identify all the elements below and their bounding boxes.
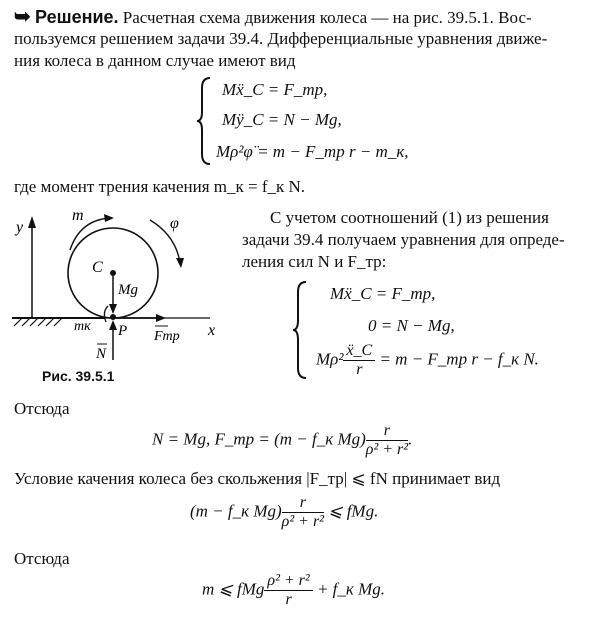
para2-line2: задачи 39.4 получаем уравнения для опреде- bbox=[242, 230, 565, 249]
system2-eq2: 0 = N − Mg, bbox=[368, 316, 455, 335]
figure-39-5-1 bbox=[10, 200, 235, 390]
condition-line: Условие качения колеса без скольжения |F_тр| ⩽ fN принимает вид bbox=[14, 469, 501, 488]
inequality-2: m ⩽ fMg $\frac{\text{ρ² + r²}}{r}$ + f_к Mg. bbox=[202, 572, 386, 608]
solution-heading: Решение. bbox=[35, 7, 119, 27]
y-label: y bbox=[16, 219, 24, 236]
system2-eq1: Mẍ_C = F_тр, bbox=[330, 284, 436, 303]
brace-system1 bbox=[196, 76, 212, 166]
Ftr-label: Fтр bbox=[154, 329, 180, 344]
inequality-1: (m − f_к Mg) $\frac{r}{\text{ρ² + r²}}$ ⩽ fMg. bbox=[190, 494, 379, 530]
brace-system2 bbox=[292, 280, 308, 380]
contact-P bbox=[110, 314, 116, 320]
friction-moment-line: где момент трения качения m_к = f_к N. bbox=[14, 177, 306, 196]
system1-eq3: Mρ²φ̈ = m − F_тр r − m_к, bbox=[216, 142, 409, 161]
C-label: C bbox=[92, 259, 103, 276]
system2-eq3: Mρ² $\frac{\text{ẍ\_C}}{r}$ = m − F_тр r − f_к N. bbox=[316, 342, 539, 378]
otsyuda-2: Отсюда bbox=[14, 549, 70, 568]
x-label: x bbox=[208, 322, 216, 339]
otsyuda-1: Отсюда bbox=[14, 399, 70, 418]
solution-line-1 bbox=[14, 6, 532, 29]
mk-label: mк bbox=[74, 319, 91, 334]
P-label: P bbox=[118, 323, 128, 339]
result-1: N = Mg, F_тр = (m − f_к Mg) $\frac{r}{\text{ρ² + r²}}$ . bbox=[152, 422, 413, 458]
para2-line1: С учетом соотношений (1) из решения bbox=[270, 208, 549, 227]
para2-line3: ления сил N и F_тр: bbox=[242, 252, 387, 271]
arrow-icon: ➥ bbox=[14, 6, 31, 28]
system1-eq2: Mÿ_C = N − Mg, bbox=[222, 110, 342, 129]
para1-line1: Расчетная схема движения колеса — на рис. 39.5.1. Вос- bbox=[122, 8, 532, 27]
para1-line2: пользуемся решением задачи 39.4. Дифференциальные уравнения движе- bbox=[14, 29, 548, 48]
system1-eq1: Mẍ_C = F_тр, bbox=[222, 80, 328, 99]
para1-line3: ния колеса в данном случае имеют вид bbox=[14, 51, 296, 70]
m-label: m bbox=[72, 207, 84, 224]
N-label: N bbox=[96, 346, 107, 362]
figure-caption: Рис. 39.5.1 bbox=[42, 368, 115, 384]
center-C bbox=[110, 270, 116, 276]
Mg-label: Mg bbox=[118, 282, 138, 298]
phi-label: φ bbox=[170, 215, 179, 232]
